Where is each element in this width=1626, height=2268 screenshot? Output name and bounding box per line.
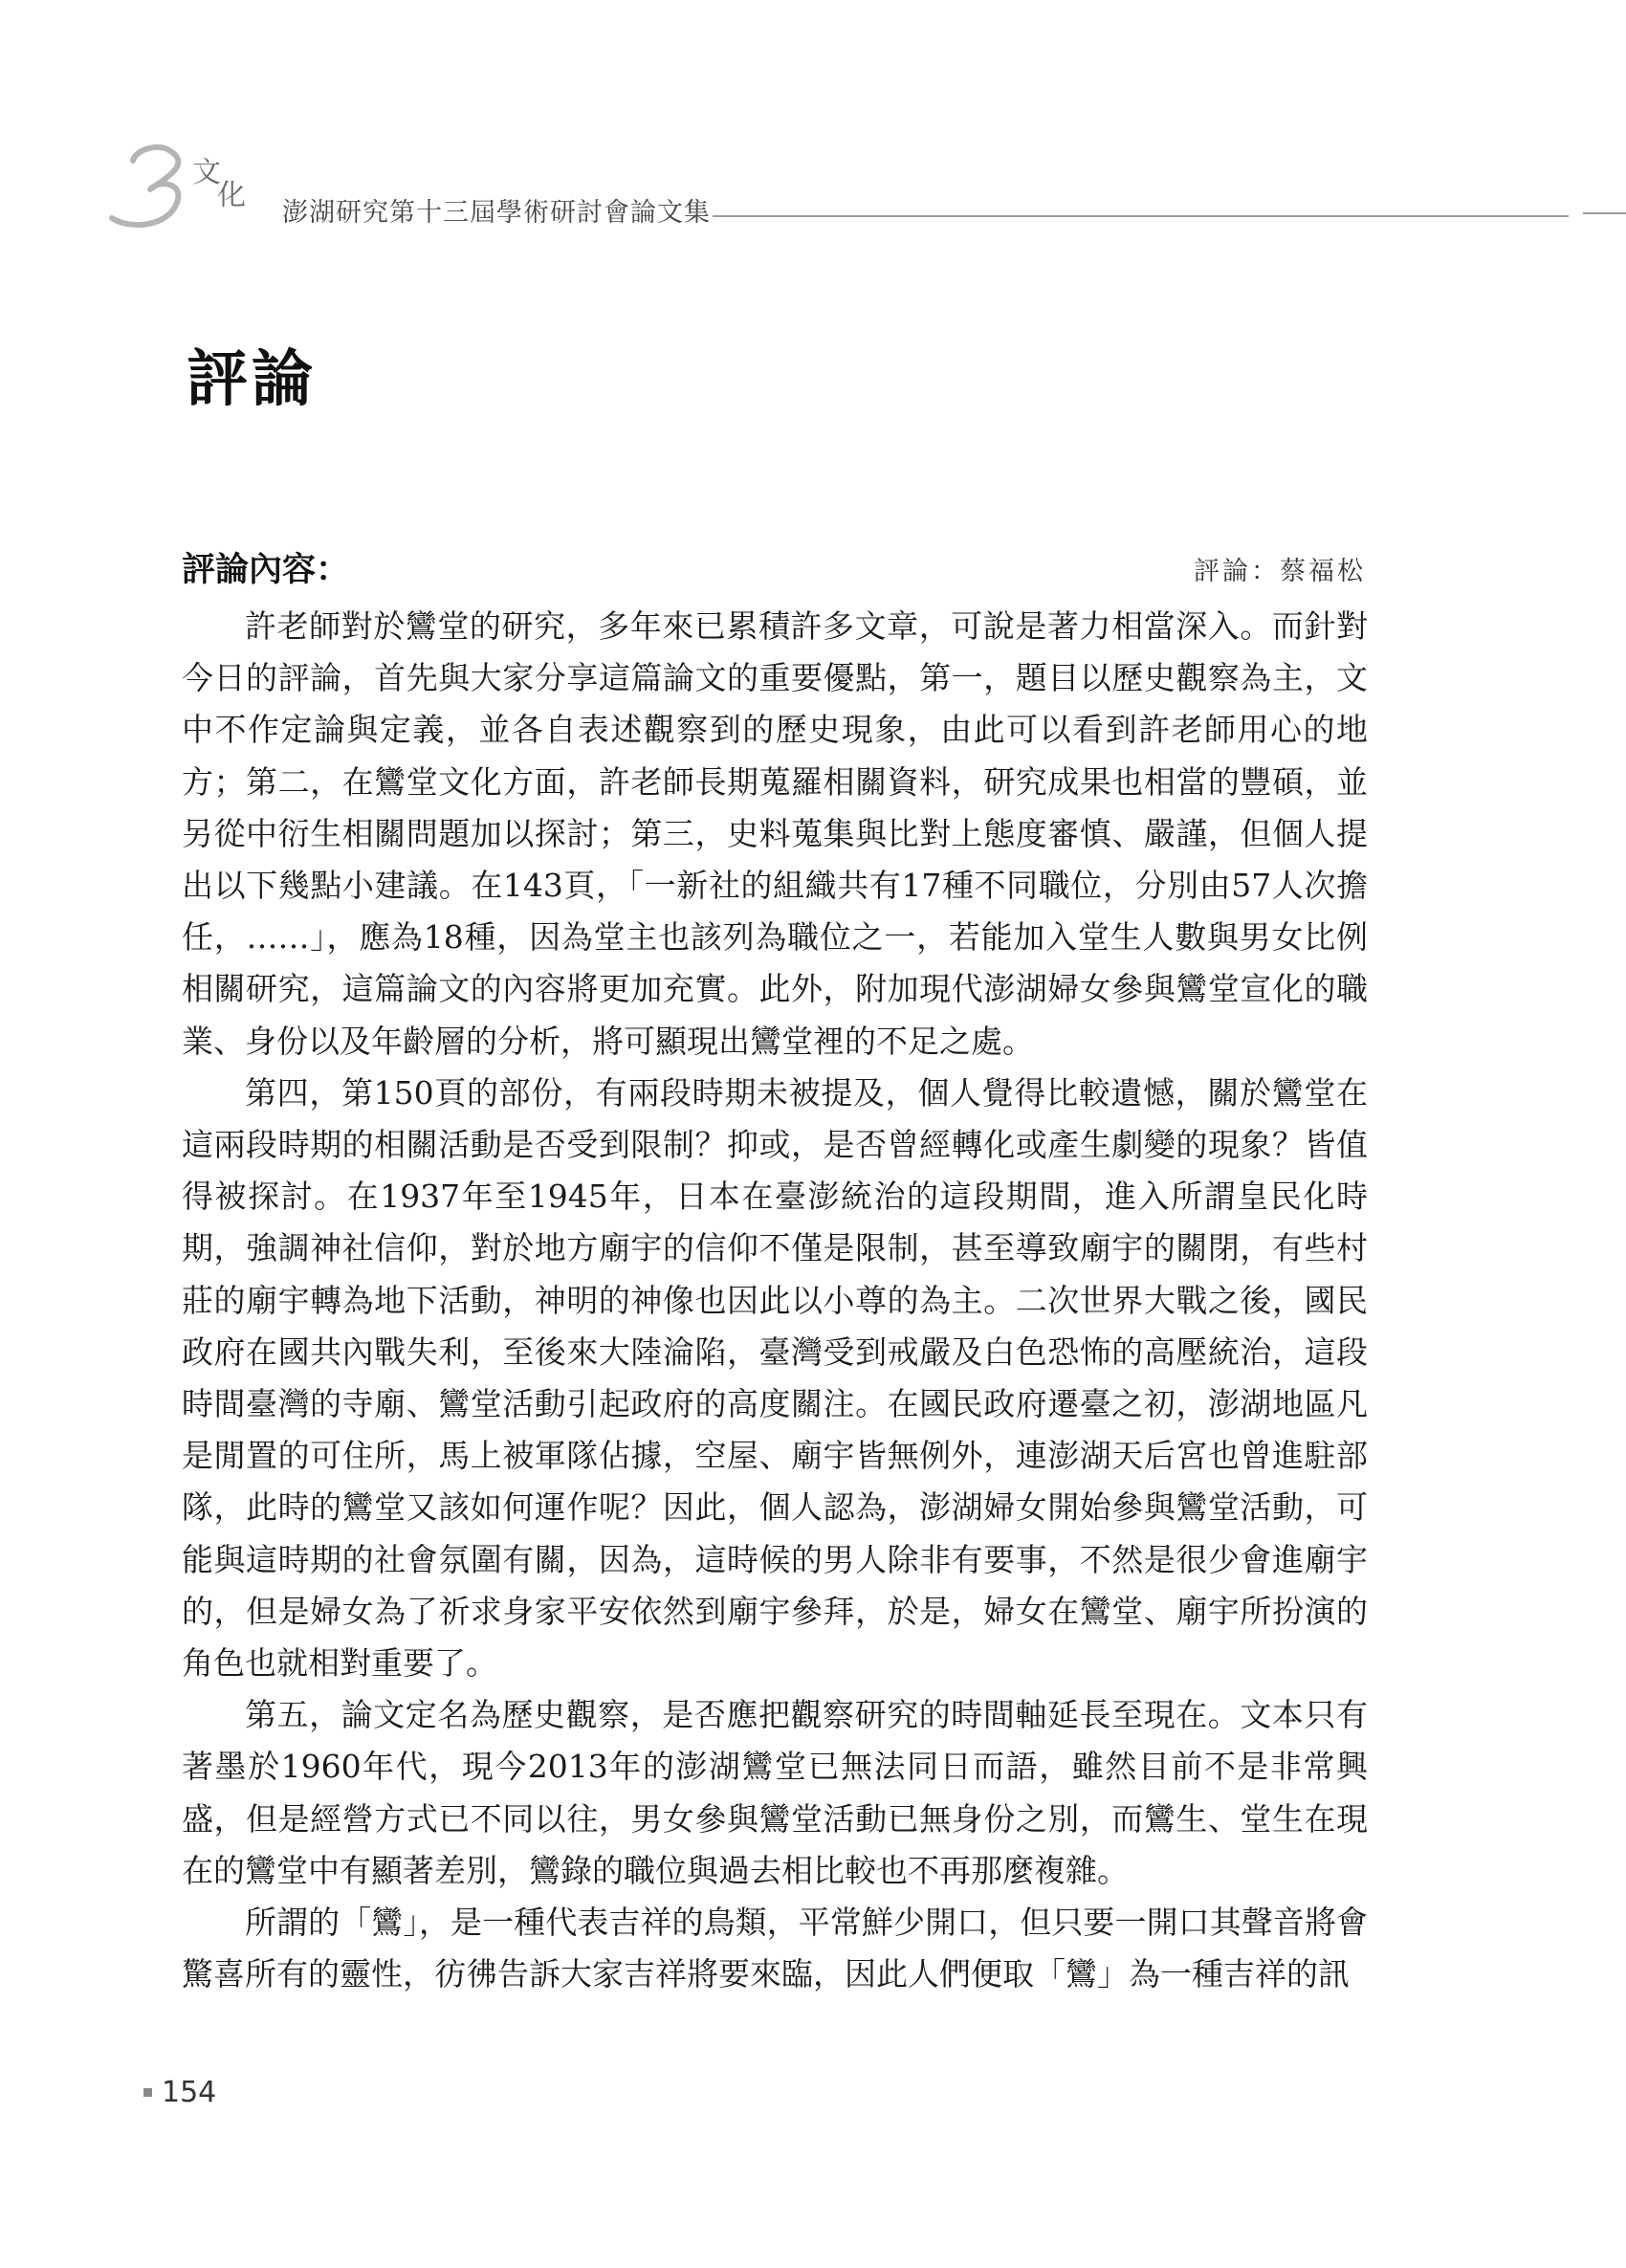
header-divider [713,215,1569,217]
paragraph: 所謂的「鸞」，是一種代表吉祥的鳥類，平常鮮少開口，但只要一開口其聲音將會驚喜所有的靈性，彷彿告訴大家吉祥將要來臨，因此人們便取「鸞」為一種吉祥的訊 [182,1904,1368,1993]
logo-numeral: 3 [162,182,163,183]
paragraph: 第四，第150頁的部份，有兩段時期未被提及，個人覺得比較遺憾，關於鸞堂在這兩段時期的相關活動是否受到限制？抑或，是否曾經轉化或產生劇變的現象？皆值得被探討。在1937年至1945年，日本在臺澎統治的這段期間，進入所謂皇民化時期，強調神社信仰，對於地方廟宇的信仰不僅是限制，甚至導致廟宇的關閉，有些村莊的廟宇轉為地下活動，神明的神像也因此以小尊的為主。二次世界大戰之後，國民政府在國共內戰失利，至後來大陸淪陷，臺灣受到戒嚴及白色恐怖的高壓統治，這段時間臺灣的寺廟、鸞堂活動引起政府的高度關注。在國民政府遷臺之初，澎湖地區凡是閒置的可住所，馬上被軍隊佔據，空屋、廟宇皆無例外，連澎湖天后宮也曾進駐部隊，此時的鸞堂又該如何運作呢？因此，個人認為，澎湖婦女開始參與鸞堂活動，可能與這時期的社會氛圍有關，因為，這時候的男人除非有要事，不然是很少會進廟宇的，但是婦女為了祈求身家平安依然到廟宇參拜，於是，婦女在鸞堂、廟宇所扮演的角色也就相對重要了。 [182,1073,1368,1683]
page-marker-icon [143,2088,152,2097]
logo-character-wen: 文 [192,156,221,189]
page-footer [143,2076,216,2109]
book-title: 澎湖研究第十三屆學術研討會論文集 [282,198,711,228]
section-title: 評論 [187,344,317,415]
paragraph: 許老師對於鸞堂的研究，多年來已累積許多文章，可說是著力相當深入。而針對今日的評論，首先與大家分享這篇論文的重要優點，第一，題目以歷史觀察為主，文中不作定論與定義，並各自表述觀察到的歷史現象，由此可以看到許老師用心的地方；第二，在鸞堂文化方面，許老師長期蒐羅相關資料，研究成果也相當的豐碩，並另從中衍生相關問題加以探討；第三，史料蒐集與比對上態度審慎、嚴謹，但個人提出以下幾點小建議。在143頁，「一新社的組織共有17種不同職位，分別由57人次擔任，……」，應為18種，因為堂主也該列為職位之一，若能加入堂生人數與男女比例相關研究，這篇論文的內容將更加充實。此外，附加現代澎湖婦女參與鸞堂宣化的職業、身份以及年齡層的分析，將可顯現出鸞堂裡的不足之處。 [182,607,1368,1060]
book-logo-icon [100,143,273,234]
header-divider-tail [1583,212,1626,214]
logo-character-hua: 化 [217,179,246,212]
content-heading: 評論內容： [182,551,350,589]
commentary-body [182,601,1368,2000]
page-number: 154 [162,2076,217,2109]
reviewer-credit: 評論：蔡福松 [1194,557,1366,586]
paragraph: 第五，論文定名為歷史觀察，是否應把觀察研究的時間軸延長至現在。文本只有著墨於1960年代，現今2013年的澎湖鸞堂已無法同日而語，雖然目前不是非常興盛，但是經營方式已不同以往，男女參與鸞堂活動已無身份之別，而鸞生、堂生在現在的鸞堂中有顯著差別，鸞錄的職位與過去相比較也不再那麼複雜。 [182,1696,1368,1889]
running-header [100,143,1626,239]
